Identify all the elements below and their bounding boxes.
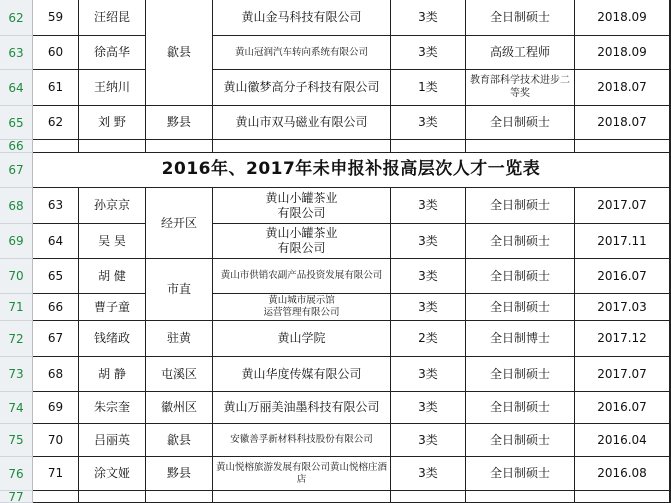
cell-empty[interactable] (146, 491, 213, 503)
cell-county[interactable]: 歙县 (146, 0, 213, 106)
row-header[interactable]: 73 (0, 357, 33, 392)
cell-no[interactable]: 71 (33, 457, 79, 491)
cell-date[interactable]: 2017.11 (575, 224, 670, 259)
cell-education[interactable]: 全日制硕士 (466, 224, 575, 259)
row-header[interactable]: 76 (0, 457, 33, 491)
cell-company[interactable]: 黄山冠润汽车转向系统有限公司 (213, 36, 391, 70)
cell-date[interactable]: 2018.09 (575, 0, 670, 36)
cell-county[interactable]: 市直 (146, 259, 213, 321)
cell-education[interactable]: 全日制硕士 (466, 457, 575, 491)
cell-empty[interactable] (213, 140, 391, 153)
cell-name[interactable]: 吕丽英 (79, 424, 146, 457)
cell-date[interactable]: 2017.07 (575, 188, 670, 224)
cell-category[interactable]: 3类 (391, 259, 466, 294)
cell-empty[interactable] (33, 140, 79, 153)
cell-company[interactable]: 黄山小罐茶业 有限公司 (213, 224, 391, 259)
cell-education[interactable]: 高级工程师 (466, 36, 575, 70)
cell-company[interactable]: 黄山市供销农副产品投资发展有限公司 (213, 259, 391, 294)
cell-name[interactable]: 胡 健 (79, 259, 146, 294)
cell-education[interactable]: 教育部科学技术进步二等奖 (466, 70, 575, 106)
cell-date[interactable]: 2018.09 (575, 36, 670, 70)
cell-no[interactable]: 65 (33, 259, 79, 294)
cell-no[interactable]: 64 (33, 224, 79, 259)
cell-no[interactable]: 61 (33, 70, 79, 106)
cell-company[interactable]: 黄山小罐茶业 有限公司 (213, 188, 391, 224)
cell-empty[interactable] (575, 491, 670, 503)
cell-date[interactable]: 2018.07 (575, 106, 670, 140)
row-header[interactable]: 72 (0, 321, 33, 357)
cell-company[interactable]: 黄山学院 (213, 321, 391, 357)
cell-empty[interactable] (146, 140, 213, 153)
row-header[interactable]: 70 (0, 259, 33, 294)
cell-no[interactable]: 66 (33, 294, 79, 321)
cell-no[interactable]: 60 (33, 36, 79, 70)
cell-county[interactable]: 黟县 (146, 457, 213, 491)
cell-category[interactable]: 1类 (391, 70, 466, 106)
row-header[interactable]: 62 (0, 0, 33, 36)
cell-date[interactable]: 2016.04 (575, 424, 670, 457)
cell-education[interactable]: 全日制硕士 (466, 188, 575, 224)
row-header[interactable]: 74 (0, 392, 33, 424)
row-header[interactable]: 64 (0, 70, 33, 106)
cell-no[interactable]: 69 (33, 392, 79, 424)
cell-company[interactable]: 安徽善孚新材料科技股份有限公司 (213, 424, 391, 457)
cell-education[interactable]: 全日制硕士 (466, 259, 575, 294)
cell-empty[interactable] (466, 491, 575, 503)
cell-category[interactable]: 3类 (391, 424, 466, 457)
cell-category[interactable]: 3类 (391, 392, 466, 424)
section-title[interactable]: 2016年、2017年未申报补报高层次人才一览表 (33, 153, 670, 188)
cell-name[interactable]: 孙京京 (79, 188, 146, 224)
cell-company[interactable]: 黄山华度传媒有限公司 (213, 357, 391, 392)
cell-category[interactable]: 3类 (391, 36, 466, 70)
cell-no[interactable]: 67 (33, 321, 79, 357)
cell-company[interactable]: 黄山金马科技有限公司 (213, 0, 391, 36)
row-header[interactable]: 67 (0, 153, 33, 188)
cell-empty[interactable] (391, 491, 466, 503)
cell-education[interactable]: 全日制博士 (466, 321, 575, 357)
cell-no[interactable]: 59 (33, 0, 79, 36)
cell-empty[interactable] (33, 491, 79, 503)
row-header[interactable]: 68 (0, 188, 33, 224)
row-header[interactable]: 71 (0, 294, 33, 321)
cell-date[interactable]: 2017.12 (575, 321, 670, 357)
cell-date[interactable]: 2017.07 (575, 357, 670, 392)
cell-category[interactable]: 3类 (391, 357, 466, 392)
cell-name[interactable]: 徐高华 (79, 36, 146, 70)
cell-name[interactable]: 涂文娅 (79, 457, 146, 491)
cell-no[interactable]: 63 (33, 188, 79, 224)
cell-education[interactable]: 全日制硕士 (466, 294, 575, 321)
cell-date[interactable]: 2018.07 (575, 70, 670, 106)
cell-category[interactable]: 3类 (391, 224, 466, 259)
cell-education[interactable]: 全日制硕士 (466, 106, 575, 140)
cell-name[interactable]: 王纳川 (79, 70, 146, 106)
cell-company[interactable]: 黄山市双马磁业有限公司 (213, 106, 391, 140)
cell-date[interactable]: 2016.07 (575, 392, 670, 424)
cell-county[interactable]: 屯溪区 (146, 357, 213, 392)
cell-name[interactable]: 钱绪政 (79, 321, 146, 357)
cell-company[interactable]: 黄山城市展示馆 运营管理有限公司 (213, 294, 391, 321)
cell-company[interactable]: 黄山万丽美油墨科技有限公司 (213, 392, 391, 424)
cell-education[interactable]: 全日制硕士 (466, 392, 575, 424)
row-header[interactable]: 65 (0, 106, 33, 140)
cell-category[interactable]: 3类 (391, 294, 466, 321)
cell-company[interactable]: 黄山悦榕旅游发展有限公司黄山悦榕庄酒店 (213, 457, 391, 491)
cell-name[interactable]: 吴 昊 (79, 224, 146, 259)
row-header[interactable]: 69 (0, 224, 33, 259)
cell-education[interactable]: 全日制硕士 (466, 0, 575, 36)
cell-no[interactable]: 70 (33, 424, 79, 457)
cell-date[interactable]: 2016.07 (575, 259, 670, 294)
row-header[interactable]: 75 (0, 424, 33, 457)
cell-category[interactable]: 3类 (391, 188, 466, 224)
cell-education[interactable]: 全日制硕士 (466, 424, 575, 457)
cell-empty[interactable] (213, 491, 391, 503)
cell-date[interactable]: 2016.08 (575, 457, 670, 491)
cell-name[interactable]: 汪绍昆 (79, 0, 146, 36)
cell-county[interactable]: 驻黄 (146, 321, 213, 357)
cell-company[interactable]: 黄山徽梦高分子科技有限公司 (213, 70, 391, 106)
cell-category[interactable]: 3类 (391, 0, 466, 36)
cell-county[interactable]: 经开区 (146, 188, 213, 259)
cell-county[interactable]: 歙县 (146, 424, 213, 457)
cell-name[interactable]: 胡 静 (79, 357, 146, 392)
cell-no[interactable]: 62 (33, 106, 79, 140)
cell-empty[interactable] (79, 491, 146, 503)
row-header[interactable]: 63 (0, 36, 33, 70)
cell-empty[interactable] (575, 140, 670, 153)
cell-no[interactable]: 68 (33, 357, 79, 392)
cell-category[interactable]: 3类 (391, 106, 466, 140)
cell-county[interactable]: 黟县 (146, 106, 213, 140)
cell-name[interactable]: 刘 野 (79, 106, 146, 140)
cell-empty[interactable] (466, 140, 575, 153)
cell-empty[interactable] (391, 140, 466, 153)
cell-category[interactable]: 3类 (391, 457, 466, 491)
cell-name[interactable]: 朱宗奎 (79, 392, 146, 424)
cell-name[interactable]: 曹子童 (79, 294, 146, 321)
cell-empty[interactable] (79, 140, 146, 153)
row-header[interactable]: 66 (0, 140, 33, 153)
row-header[interactable]: 77 (0, 491, 33, 503)
cell-county[interactable]: 徽州区 (146, 392, 213, 424)
cell-education[interactable]: 全日制硕士 (466, 357, 575, 392)
cell-date[interactable]: 2017.03 (575, 294, 670, 321)
cell-category[interactable]: 2类 (391, 321, 466, 357)
